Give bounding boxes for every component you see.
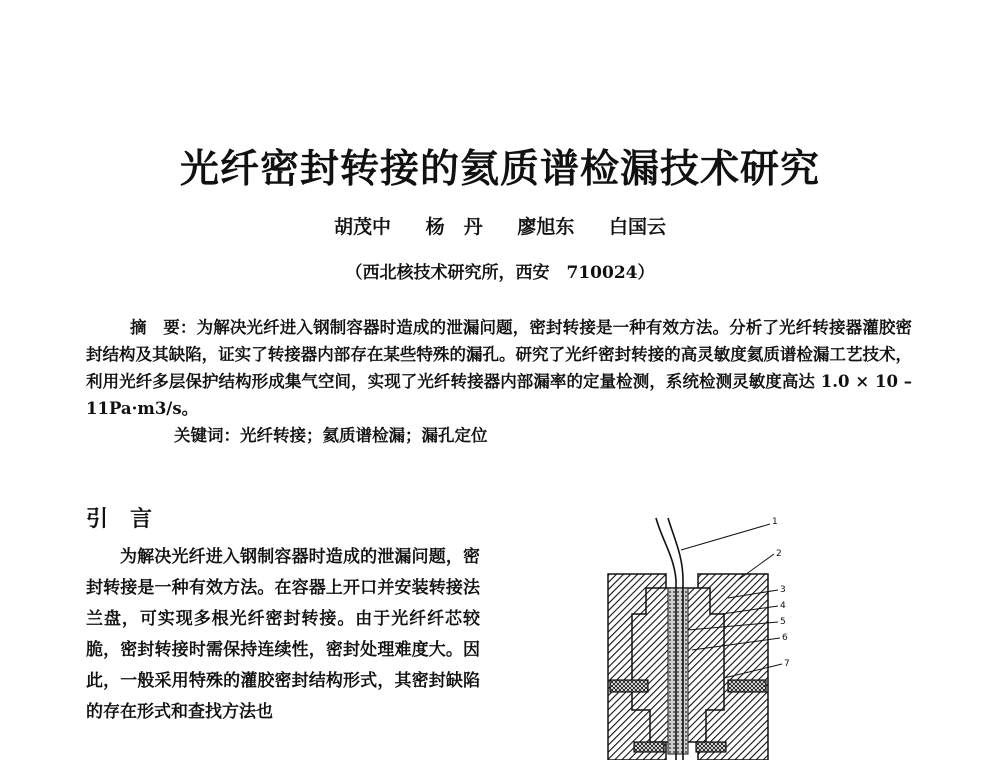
author-name: 白国云 bbox=[608, 216, 666, 238]
callout-label: 5 bbox=[780, 617, 786, 627]
author-name: 廖旭东 bbox=[517, 216, 575, 238]
keywords-text: 光纤转接；氦质谱检漏；漏孔定位 bbox=[240, 426, 488, 445]
callout-labels bbox=[772, 517, 790, 669]
callout-label: 4 bbox=[780, 601, 786, 611]
callout-label: 1 bbox=[772, 517, 778, 527]
callout-label: 3 bbox=[780, 585, 786, 595]
author-list bbox=[0, 212, 1000, 239]
potting-glue bbox=[668, 588, 688, 754]
abstract-block bbox=[86, 314, 912, 449]
abstract-text: 为解决光纤进入钢制容器时造成的泄漏问题，密封转接是一种有效方法。分析了光纤转接器灌胶密封结构及其缺陷，证实了转接器内部存在某些特殊的漏孔。研究了光纤密封转接的高灵敏度氦质谱检漏工艺技术，利用光纤多层保护结构形成集气空间，实现了光纤转接器内部漏率的定量检测，系统检测灵敏度高达 1.0 × 10 – 11Pa·m3/s。 bbox=[86, 318, 913, 418]
author-name: 杨 丹 bbox=[425, 216, 483, 238]
abstract-label: 摘 要： bbox=[130, 318, 197, 337]
figure-drawing bbox=[588, 510, 798, 760]
affiliation: （西北核技术研究所，西安 710024） bbox=[345, 263, 655, 283]
callout-label: 2 bbox=[776, 549, 782, 559]
abstract-paragraph bbox=[86, 314, 912, 422]
section-body bbox=[86, 542, 480, 728]
callout-label: 6 bbox=[782, 633, 788, 643]
author-name: 胡茂中 bbox=[334, 216, 392, 238]
body-paragraph: 为解决光纤进入钢制容器时造成的泄漏问题，密封转接是一种有效方法。在容器上开口并安装转接法兰盘，可实现多根光纤密封转接。由于光纤纤芯较脆，密封转接时需保持连续性，密封处理难度大。因此，一般采用特殊的灌胶密封结构形式，其密封缺陷的存在形式和查找方法也 bbox=[86, 547, 480, 722]
keywords-paragraph bbox=[86, 422, 912, 449]
sealing-structure-figure bbox=[588, 510, 798, 764]
section-heading: 引言 bbox=[86, 507, 175, 532]
paper-title: 光纤密封转接的氦质谱检漏技术研究 bbox=[179, 147, 820, 192]
callout-label: 7 bbox=[784, 659, 790, 669]
keywords-label: 关键词： bbox=[174, 426, 240, 445]
